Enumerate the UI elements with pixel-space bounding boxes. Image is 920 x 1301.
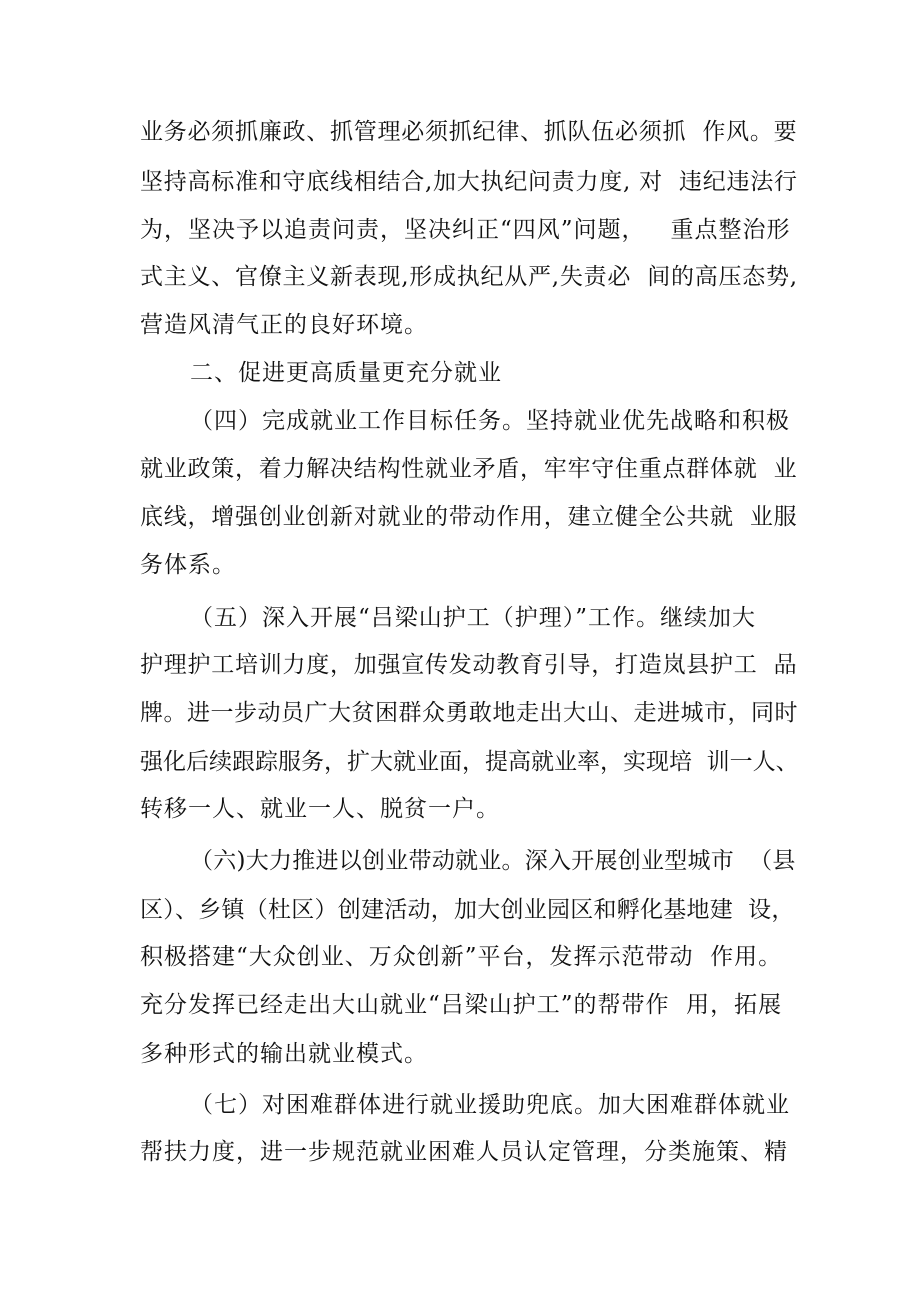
paragraph-first-line: （四）完成就业工作目标任务。坚持就业优先战略和积极: [190, 408, 790, 434]
text-line: 强化后续跟踪服务，扩大就业面，提高就业率，实现培 训一人、: [140, 749, 799, 775]
text-line: 充分发挥已经走出大山就业“吕梁山护工”的帮带作 用，拓展: [140, 992, 783, 1018]
text-line: 积极搭建“大众创业、万众创新”平台，发挥示范带动 作用。: [140, 944, 783, 970]
text-line: 多种形式的输出就业模式。: [140, 1041, 428, 1067]
text-line: 帮扶力度，进一步规范就业困难人员认定管理，分类施策、精: [140, 1139, 788, 1165]
text-line: 坚持高标准和守底线相结合,加大执纪问责力度, 对 违纪违法行: [140, 169, 798, 195]
text-line: 营造风清气正的良好环境。: [140, 312, 428, 338]
paragraph-first-line: （七）对困难群体进行就业援助兜底。加大困难群体就业: [190, 1092, 790, 1118]
text-line: 式主义、官僚主义新表现,形成执纪从严,失责必 间的高压态势,: [140, 264, 798, 290]
text-line: 业务必须抓廉政、抓管理必须抓纪律、抓队伍必须抓 作风。要: [140, 119, 798, 145]
section-heading: 二、促进更高质量更充分就业: [190, 360, 502, 386]
text-line: 区）、乡镇（杜区）创建活动，加大创业园区和孵化基地建 设，: [140, 897, 795, 923]
text-line: 护理护工培训力度，加强宣传发动教育引导，打造岚县护工 品: [140, 652, 798, 678]
paragraph-first-line: （五）深入开展“吕梁山护工（护理）”工作。继续加大: [190, 605, 757, 631]
text-line: 务体系。: [140, 552, 236, 578]
text-line: 牌。进一步动员广大贫困群众勇敢地走出大山、走进城市，同时: [140, 700, 798, 726]
paragraph-first-line: （六)大力推进以创业带动就业。深入开展创业型城市 （县: [190, 848, 796, 874]
text-line: 就业政策，着力解决结构性就业矛盾，牢牢守住重点群体就 业: [140, 456, 798, 482]
text-line: 为，坚决予以追责问责，坚决纠正“四风”问题， 重点整治形: [140, 217, 791, 243]
text-line: 底线，增强创业创新对就业的带动作用，建立健全公共就 业服: [140, 504, 798, 530]
text-line: 转移一人、就业一人、脱贫一户。: [140, 796, 500, 822]
